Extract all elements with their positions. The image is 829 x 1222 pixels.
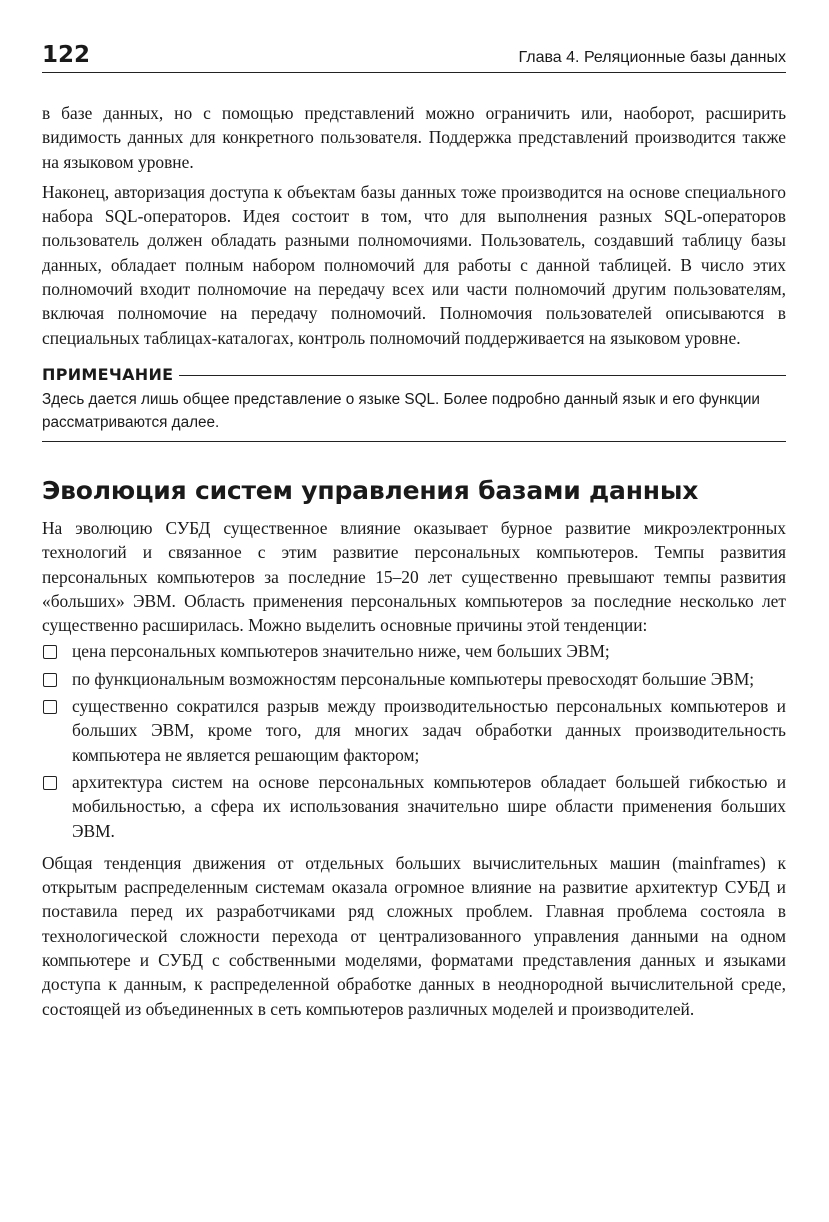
chapter-title: Глава 4. Реляционные базы данных [518,49,786,66]
page-number: 122 [42,42,91,68]
note-label: ПРИМЕЧАНИЕ [42,364,174,384]
list-item [42,639,786,663]
reasons-list [42,639,786,842]
section-intro: На эволюцию СУБД существенное влияние оказывает бурное развитие микроэлектронных технологий и связанное с этим развитие персональных компьютеров. Темпы развития персональных компьютеров за последние 15–20 лет существенно превышают темпы развития «больших» ЭВМ. Область применения персональных компьютеров за последние несколько лет существенно расширилась. Можно выделить основные причины этой тенденции: [42,517,786,636]
running-header [42,38,786,73]
list-item [42,770,786,843]
list-item-text: существенно сократился разрыв между производительностью персональных компьютеров и больших ЭВМ, кроме того, для многих задач обработки данных производительность компьютера не является решающим фактором; [72,696,786,765]
list-item-text: архитектура систем на основе персональных компьютеров обладает большей гибкостью и мобильностью, а сфера их использования значительно шире области применения больших ЭВМ. [72,771,786,841]
paragraph-views: в базе данных, но с помощью представлений можно ограничить или, наоборот, расширить видимость данных для конкретного пользователя. Поддержка представлений производится также на языковом уровне. [42,103,786,172]
list-item-text: по функциональным возможностям персональные компьютеры превосходят большие ЭВМ; [72,668,755,689]
paragraph-closing: Общая тенденция движения от отдельных больших вычислительных машин (mainframes) к открытым распределенным системам оказала огромное влияние на развитие архитектур СУБД и поставила перед их разработчиками ряд сложных проблем. Главная проблема состояла в технологической сложности перехода от централизованного управления данными на одном компьютере и СУБД с собственными моделями, форматами представления данных и языками доступа к данным, к распределенной обработке данных в неоднородной вычислительной среде, состоящей из объединенных в сеть компьютеров различных моделей и производителей. [42,852,786,1019]
list-item [42,667,786,691]
list-item [42,694,786,767]
note-bottom-rule [42,441,786,442]
paragraph-authorization: Наконец, авторизация доступа к объектам базы данных тоже производится на основе специального набора SQL-операторов. Идея состоит в том, что для выполнения разных SQL-операторов пользователь должен обладать разными полномочиями. Пользователь, создавший таблицу базы данных, обладает полным набором полномочий для работы с данной таблицей. В число этих полномочий входит полномочие на передачу всех или части полномочий другим пользователям, включая полномочие на передачу полномочий. Полномочия пользователей описываются в специальных таблицах-каталогах, контроль полномочий поддерживается на языковом уровне. [42,181,786,348]
book-page [42,38,786,1021]
note-text: Здесь дается лишь общее представление о языке SQL. Более подробно данный язык и его функции рассматриваются далее. [42,390,760,432]
note-top-rule [179,375,786,376]
checkbox-bullet-icon [43,673,57,687]
section-title: Эволюция систем управления базами данных [42,475,699,505]
list-item-text: цена персональных компьютеров значительно ниже, чем больших ЭВМ; [72,641,610,662]
note-box [42,364,786,442]
checkbox-bullet-icon [43,700,57,714]
checkbox-bullet-icon [43,645,57,659]
note-header [42,364,786,386]
checkbox-bullet-icon [43,776,57,790]
